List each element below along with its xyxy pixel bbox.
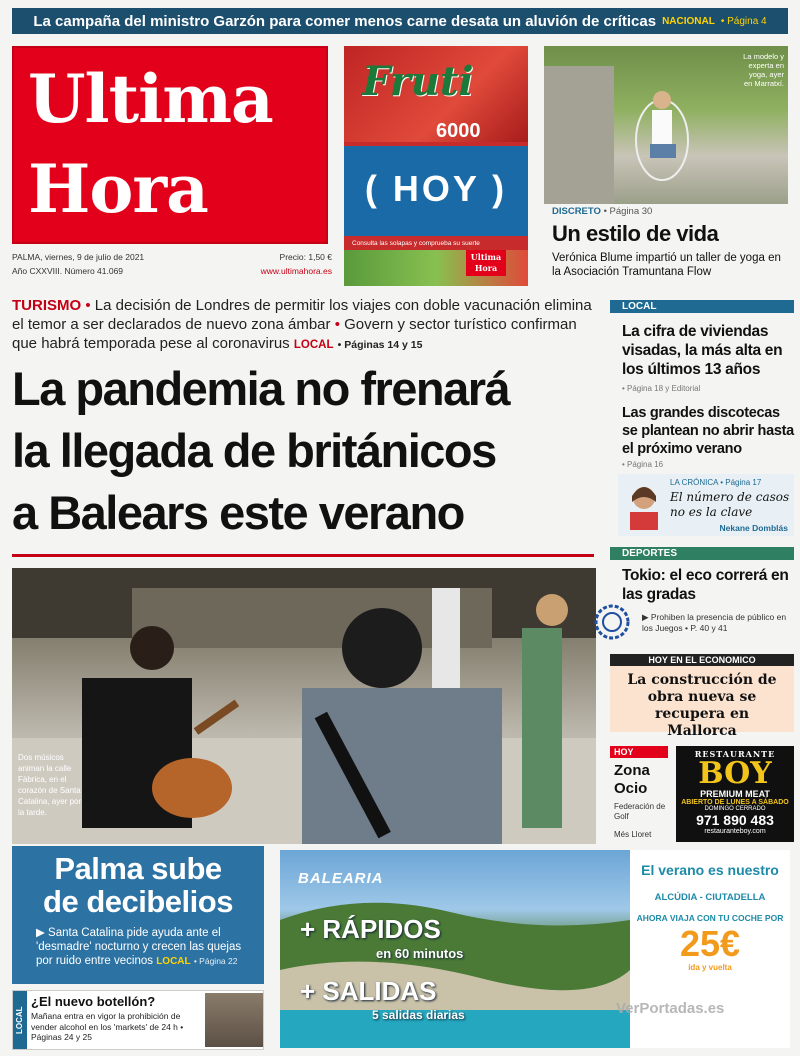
boy-closed: DOMINGO CERRADO — [704, 806, 766, 812]
turismo-kicker: TURISMO — [12, 297, 82, 314]
olympic-badge-icon — [592, 602, 632, 642]
issue-meta — [12, 250, 332, 282]
hoy-label: HOY — [610, 746, 668, 758]
balearia-rapidos: + RÁPIDOS — [300, 914, 441, 944]
palma-title — [22, 852, 254, 918]
turismo-section: LOCAL — [293, 339, 334, 351]
discreto-kicker-label: DISCRETO — [552, 206, 601, 217]
botellon-photo — [205, 993, 263, 1047]
masthead-logo — [12, 46, 328, 244]
palma-text-block — [22, 926, 254, 969]
story-discotecas-page: • Página 16 — [622, 460, 664, 469]
balearia-offer-text: AHORA VIAJA CON TU COCHE POR — [636, 913, 784, 923]
logo-line-2: Hora — [28, 150, 208, 228]
website-link[interactable]: www.ultimahora.es — [260, 266, 332, 276]
botellon-title: ¿El nuevo botellón? — [31, 994, 156, 1009]
cronica-box[interactable] — [618, 474, 794, 536]
musicians-scene — [12, 568, 596, 844]
palma-title-2: de decibelios — [43, 884, 233, 919]
economico-box[interactable] — [610, 666, 794, 739]
story-viviendas[interactable]: La cifra de viviendas visadas, la más alta en los últimos 13 años — [622, 323, 783, 378]
headline-line-3: a Balears este verano — [12, 486, 464, 539]
main-headline[interactable] — [12, 358, 602, 544]
author-avatar — [624, 480, 664, 530]
top-banner[interactable] — [12, 8, 788, 34]
botellon-text: Mañana entra en vigor la prohibición de vender alcohol en los 'markets' de 24 h — [31, 1011, 181, 1032]
fruti-number: 6000 — [436, 120, 481, 142]
story-discotecas[interactable]: Las grandes discotecas se plantean no abrir hasta el próximo verano — [622, 405, 794, 457]
boy-name: BOY — [698, 756, 772, 791]
hoy-subtitle: Federación de Golf — [614, 802, 666, 821]
bullet: • — [85, 297, 91, 314]
botellon-pages: • Páginas 24 y 25 — [31, 1021, 184, 1042]
cronica-quote: El número de casos no es la clave — [670, 490, 790, 519]
balearia-rapidos-sub: en 60 minutos — [376, 946, 464, 961]
story-tokio-text: ▶ Prohiben la presencia de público en los Juegos • P. 40 y 41 — [642, 612, 787, 633]
economico-text: La construcción de obra nueva se recupera en Mallorca — [627, 672, 777, 739]
palma-text: ▶ Santa Catalina pide ayuda ante el 'desmadre' nocturno y crecen las quejas por ruido entre vecinos — [36, 927, 242, 967]
palma-title-1: Palma sube — [54, 851, 222, 886]
discreto-kicker — [552, 206, 788, 217]
hoy-zona-ocio[interactable] — [610, 746, 668, 842]
boy-premium: PREMIUM MEAT — [700, 789, 770, 799]
palma-page: • Página 22 — [193, 956, 238, 966]
discreto-title: Un estilo de vida — [552, 221, 719, 246]
watermark: VerPortadas.es — [616, 1000, 725, 1017]
logo-line-1: Ultima — [28, 60, 273, 138]
fruti-tag-line1: Ultima — [470, 252, 502, 262]
palma-decibelios-story[interactable] — [12, 846, 264, 984]
headline-line-2: la llegada de británicos — [12, 424, 496, 477]
issue-number: Año CXXVIII. Número 41.069 — [12, 266, 124, 276]
headline-line-1: La pandemia no frenará — [12, 362, 510, 415]
story-tokio[interactable]: Tokio: el eco correrá en las gradas — [622, 567, 789, 603]
cronica-author: Nekane Domblás — [719, 523, 788, 533]
boy-web: restauranteboy.com — [704, 828, 766, 835]
discreto-story[interactable] — [552, 206, 788, 292]
balearia-offer[interactable] — [630, 850, 790, 1048]
botellon-tag: LOCAL — [13, 991, 27, 1049]
hoy-subtitle-2: Més Lloret — [614, 830, 652, 839]
yoga-model-figure — [632, 70, 692, 190]
botellon-text-block — [31, 1011, 201, 1043]
boy-phone: 971 890 483 — [696, 812, 774, 828]
fruti-ultimahora-tag — [466, 250, 506, 276]
balearia-salidas-sub: 5 salidas diarias — [372, 1008, 465, 1022]
turismo-text-2: Govern y sector turístico confirman que habrá temporada pese al coronavirus — [12, 316, 577, 352]
boy-hours: ABIERTO DE LUNES A SÁBADO — [681, 799, 789, 806]
turismo-lead[interactable] — [12, 296, 594, 354]
fruti-brand: Fruti — [362, 58, 474, 105]
balearia-logo: BALEARIA — [298, 870, 384, 887]
cronica-kicker: LA CRÓNICA • Página 17 — [670, 478, 762, 487]
balearia-price: 25€ — [679, 923, 741, 964]
discreto-photo-caption: La modelo y experta en yoga, ayer en Marratxí. — [743, 52, 784, 88]
photo-wall — [544, 66, 614, 204]
top-banner-text: La campaña del ministro Garzón para comer menos carne desata un aluvión de críticas — [33, 12, 657, 30]
boy-restaurant-ad[interactable] — [676, 746, 794, 842]
red-divider — [12, 554, 594, 557]
local-label: LOCAL — [610, 300, 794, 313]
turismo-text-1: La decisión de Londres de permitir los viajes con doble vacunación elimina el temor a ser declarados de nuevo zona ámbar — [12, 297, 592, 333]
hoy-title: Zona Ocio — [614, 762, 650, 797]
turismo-pages: • Páginas 14 y 15 — [337, 339, 423, 351]
issue-price: Precio: 1,50 € — [279, 252, 332, 262]
fruti-tag-line2: Hora — [474, 263, 498, 273]
fruti-hoy: ( HOY ) — [364, 168, 508, 209]
boy-restaurante: RESTAURANTE — [694, 749, 776, 759]
fruti-small-print: Consulta las solapas y comprueba su suerte — [352, 240, 480, 247]
deportes-label: DEPORTES — [610, 547, 794, 560]
balearia-route: ALCÚDIA - CIUTADELLA — [654, 892, 766, 903]
bullet: • — [334, 316, 340, 333]
fruti-ad[interactable] — [344, 46, 528, 286]
main-photo[interactable] — [12, 568, 596, 844]
discreto-text: Verónica Blume impartió un taller de yoga en la Asociación Tramuntana Flow — [552, 252, 781, 278]
balearia-salidas: + SALIDAS — [300, 976, 437, 1006]
botellon-story[interactable] — [12, 990, 264, 1050]
top-banner-section: NACIONAL — [662, 15, 715, 27]
top-banner-page: • Página 4 — [720, 15, 767, 27]
balearia-price-note: ida y vuelta — [688, 963, 732, 972]
main-photo-caption: Dos músicos animan la calle Fàbrica, en el corazón de Santa Catalina, ayer por la tarde. — [18, 753, 82, 817]
story-viviendas-page: • Página 18 y Editorial — [622, 384, 701, 393]
discreto-photo[interactable] — [544, 46, 788, 204]
discreto-page: • Página 30 — [603, 206, 653, 217]
economico-label: HOY EN EL ECONOMICO — [610, 654, 794, 666]
palma-section: LOCAL — [156, 956, 191, 967]
balearia-heading: El verano es nuestro — [641, 862, 779, 878]
balearia-ad[interactable] — [280, 850, 630, 1048]
issue-date: PALMA, viernes, 9 de julio de 2021 — [12, 252, 145, 262]
